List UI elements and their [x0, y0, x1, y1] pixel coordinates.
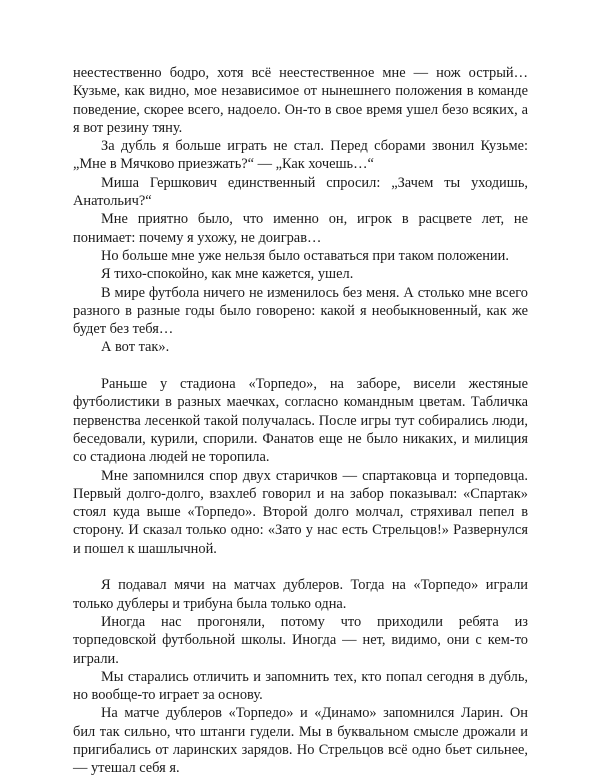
paragraph: Мне приятно было, что именно он, игрок в расцвете лет, не понимает: почему я ухожу, не доиграв… [73, 211, 528, 246]
paragraph: Я подавал мячи на матчах дублеров. Тогда на «Торпедо» играли только дублеры и трибуна была только одна. [73, 577, 528, 612]
paragraph: Раньше у стадиона «Торпедо», на заборе, висели жестяные футболистики в разных маечках, согласно командным цветам. Табличка первенства лесенкой такой получалась. После игры тут собирались люди, беседовали, курили, спорили. Фанатов еще не было никаких, и милиция со стадиона людей не торопила. [73, 376, 528, 466]
paragraph: Я тихо-спокойно, как мне кажется, ушел. [101, 266, 354, 283]
document-page [73, 64, 528, 778]
paragraph: Миша Гершкович единственный спросил: „Зачем ты уходишь, Анатольич?“ [73, 174, 528, 210]
paragraph: Мы старались отличить и запомнить тех, кто попал сегодня в дубль, но вообще-то играет за основу. [73, 668, 528, 704]
section-gap [73, 357, 528, 375]
paragraph: За дубль я больше играть не стал. Перед сборами звонил Кузьме: „Мне в Мячково приезжать?“ — „Как хочешь…“ [73, 138, 528, 173]
paragraph: Иногда нас прогоняли, потому что приходили ребята из торпедовской футбольной школы. Иногда — нет, видимо, они с кем-то играли. [73, 613, 528, 667]
paragraph: На матче дублеров «Торпедо» и «Динамо» запомнился Ларин. Он бил так сильно, что штанги гудели. Мы в буквальном смысле дрожали и пригибались от ларинских зарядов. Но Стрельцов всё одно бьет сильнее, — утешал себя я. [73, 705, 528, 777]
paragraph: А вот так». [101, 339, 170, 356]
paragraph: неестественно бодро, хотя всё неестественное мне — нож острый… Кузьме, как видно, мое независимое от нынешнего положения в команде поведение, скорее всего, надоело. Он-то в свое время ушел безо всяких, а я вот резину тяну. [73, 65, 528, 136]
paragraph: В мире футбола ничего не изменилось без меня. А столько мне всего разного в разные годы было говорено: какой я необыкновенный, как же будет без тебя… [73, 284, 528, 338]
paragraph: Но больше мне уже нельзя было оставаться при таком положении. [101, 247, 509, 264]
paragraph: Мне запомнился спор двух старичков — спартаковца и торпедовца. Первый долго-долго, взахлеб говорил и на забор показывал: «Спартак» стоял куда выше «Торпедо». Второй долго молчал, стряхивал пепел в сторону. И сказал только одно: «Зато у нас есть Стрельцов!» Развернулся и пошел к шашлычной. [73, 467, 528, 557]
section-gap [73, 558, 528, 576]
